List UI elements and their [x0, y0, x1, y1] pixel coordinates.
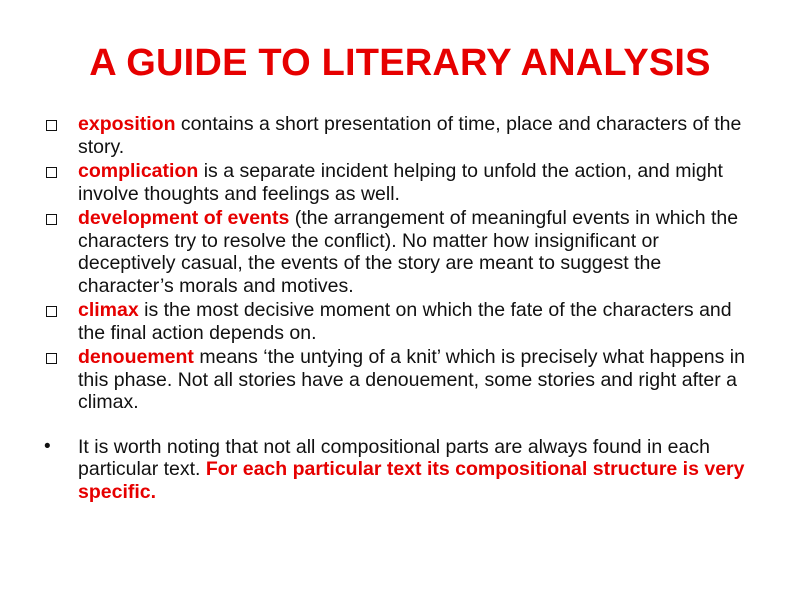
term-denouement: denouement	[78, 346, 194, 368]
term-complication: complication	[78, 160, 199, 182]
slide-title: A GUIDE TO LITERARY ANALYSIS	[89, 42, 711, 84]
note-text: It is worth noting that not all compositional parts are always found in each particular text.	[78, 435, 710, 480]
term-climax: climax	[78, 299, 139, 321]
list-item	[0, 207, 800, 297]
list-item	[0, 346, 800, 414]
list-item	[0, 160, 800, 205]
item-text: contains a short presentation of time, place and characters of the story.	[78, 113, 742, 158]
note-item	[0, 436, 800, 504]
bullet-list	[0, 113, 800, 503]
checkbox-bullet-icon	[46, 120, 57, 131]
item-text: means ‘the untying of a knit’ which is precisely what happens in this phase. Not all stories have a denouement, some stories and right after a climax.	[78, 346, 745, 413]
checkbox-bullet-icon	[46, 353, 57, 364]
item-text: is the most decisive moment on which the fate of the characters and the final action depends on.	[78, 299, 732, 344]
term-exposition: exposition	[78, 113, 176, 135]
list-item	[0, 299, 800, 344]
dot-bullet-icon: •	[44, 435, 51, 457]
note-emphasis: For each particular text its compositional structure is very specific.	[78, 458, 745, 503]
item-text: (the arrangement of meaningful events in which the characters try to resolve the conflict). No matter how insignificant or deceptively casual, the events of the story are meant to suggest the character’s morals and motives.	[78, 207, 739, 297]
checkbox-bullet-icon	[46, 306, 57, 317]
item-text: is a separate incident helping to unfold the action, and might involve thoughts and feelings as well.	[78, 160, 723, 205]
checkbox-bullet-icon	[46, 167, 57, 178]
term-development-of-events: development of events	[78, 207, 290, 229]
list-item	[0, 113, 800, 158]
checkbox-bullet-icon	[46, 214, 57, 225]
